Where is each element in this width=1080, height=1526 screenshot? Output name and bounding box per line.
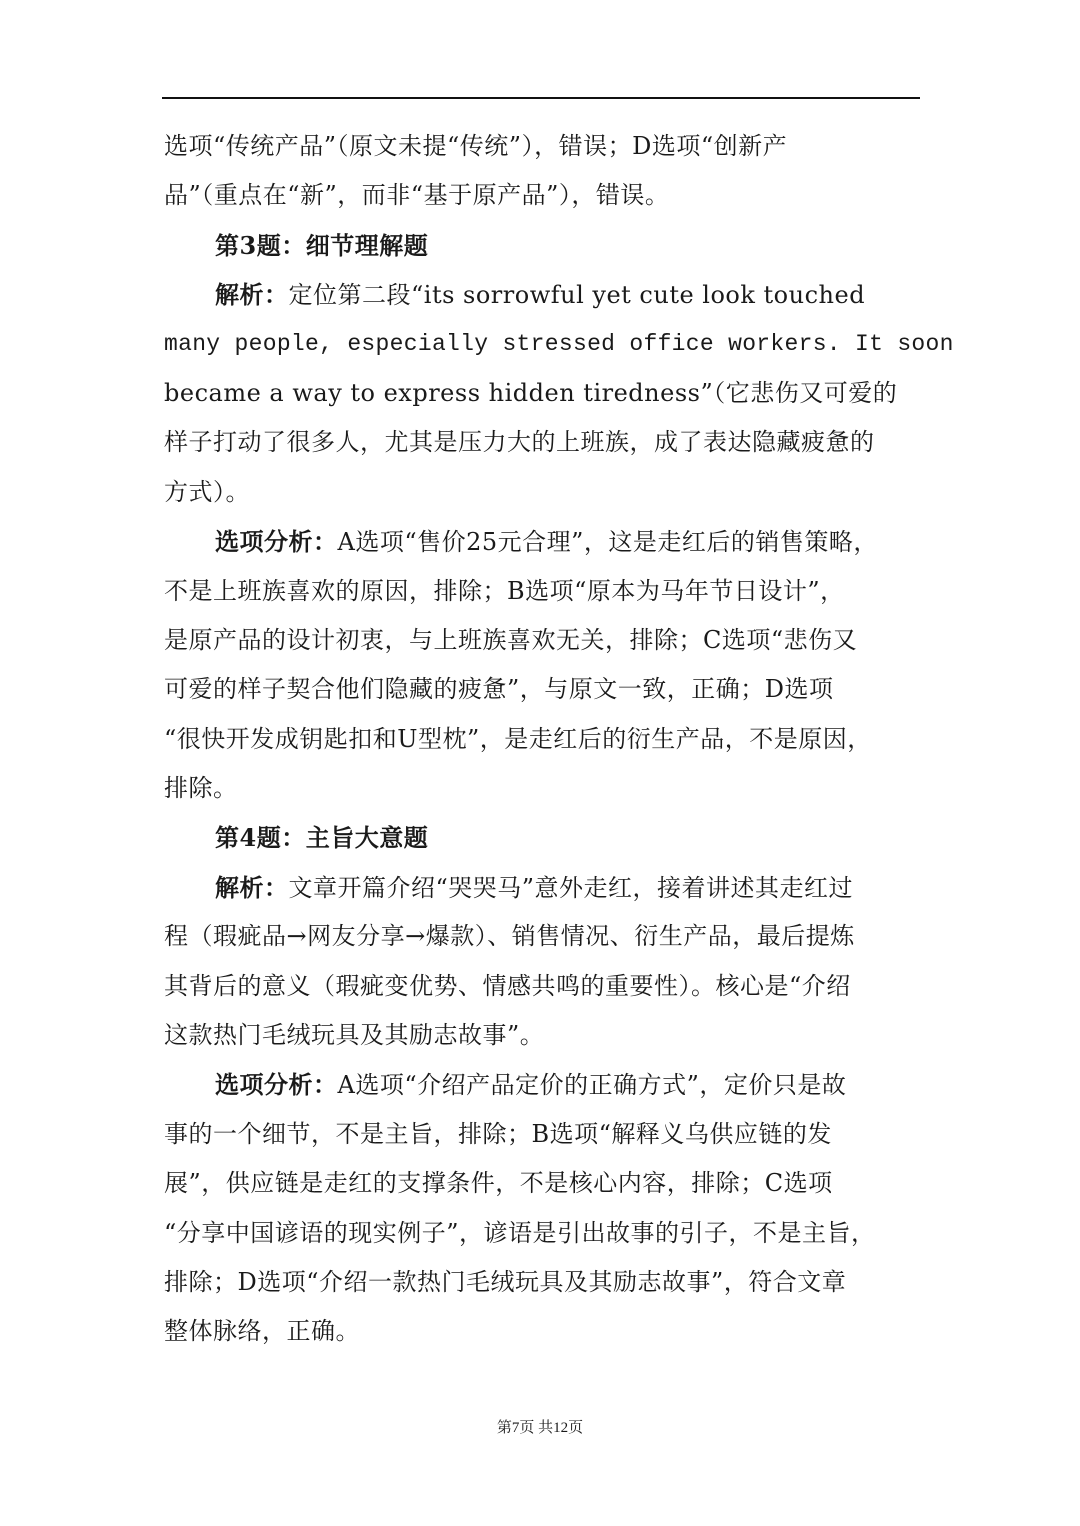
analysis-paragraph-line — [164, 863, 924, 912]
text-line: 展”，供应链是走红的支撑条件，不是核心内容，排除；C选项 — [164, 1169, 833, 1198]
text-line: 不是上班族喜欢的原因，排除；B选项“原本为马年节日设计”， — [164, 576, 845, 605]
analysis-label: 解析： — [215, 280, 289, 310]
text: A选项“介绍产品定价的正确方式”，定价只是故 — [337, 1071, 847, 1100]
options-analysis-line — [164, 1060, 924, 1109]
options-analysis-label: 选项分析： — [215, 527, 338, 557]
analysis-paragraph-line — [164, 270, 924, 319]
text-line: 其背后的意义（瑕疵变优势、情感共鸣的重要性）。核心是“介绍 — [164, 971, 851, 1000]
options-analysis-line — [164, 517, 924, 566]
text: 文章开篇介绍“哭哭马”意外走红，接着讲述其走红过 — [288, 873, 854, 902]
text-line: “很快开发成钥匙扣和U型枕”，是走红后的衍生产品，不是原因， — [164, 724, 872, 753]
text-line: 排除；D选项“介绍一款热门毛绒玩具及其励志故事”，符合文章 — [164, 1267, 847, 1296]
question-4-heading — [164, 813, 924, 862]
text-line: 整体脉络，正确。 — [164, 1317, 360, 1346]
text: 定位第二段“its sorrowful yet cute look touched — [288, 281, 866, 310]
text-line: 事的一个细节，不是主旨，排除；B选项“解释义乌供应链的发 — [164, 1119, 832, 1148]
text-line: 程（瑕疵品→网友分享→爆款）、销售情况、衍生产品，最后提炼 — [164, 922, 855, 951]
text: A选项“售价25元合理”，这是走红后的销售策略， — [337, 528, 878, 557]
options-analysis-label: 选项分析： — [215, 1070, 338, 1100]
text-line: 是原产品的设计初衷，与上班族喜欢无关，排除；C选项“悲伤又 — [164, 625, 858, 654]
document-body — [164, 122, 954, 1357]
text-line: 方式）。 — [164, 477, 250, 506]
heading-text: 第4题：主旨大意题 — [215, 823, 429, 853]
header-rule — [162, 97, 920, 99]
heading-text: 第3题：细节理解题 — [215, 230, 429, 260]
text-line: 可爱的样子契合他们隐藏的疲惫”，与原文一致，正确；D选项 — [164, 675, 834, 704]
text-line: 品”（重点在“新”，而非“基于原产品”），错误。 — [164, 181, 670, 210]
text-line: 样子打动了很多人，尤其是压力大的上班族，成了表达隐藏疲惫的 — [164, 428, 875, 457]
text-line: 选项“传统产品”（原文未提“传统”），错误；D选项“创新产 — [164, 132, 788, 160]
text-line: many people, especially stressed office workers. It soon — [164, 330, 954, 357]
text-line: 排除。 — [164, 774, 238, 803]
text-line: became a way to express hidden tiredness”（它悲伤又可爱的 — [164, 378, 898, 407]
analysis-label: 解析： — [215, 872, 289, 902]
page-number: 第7页 共12页 — [496, 1420, 584, 1436]
text-line: “分享中国谚语的现实例子”，谚语是引出故事的引子，不是主旨， — [164, 1218, 876, 1247]
question-3-heading — [164, 221, 924, 270]
text-line: 这款热门毛绒玩具及其励志故事”。 — [164, 1021, 545, 1050]
